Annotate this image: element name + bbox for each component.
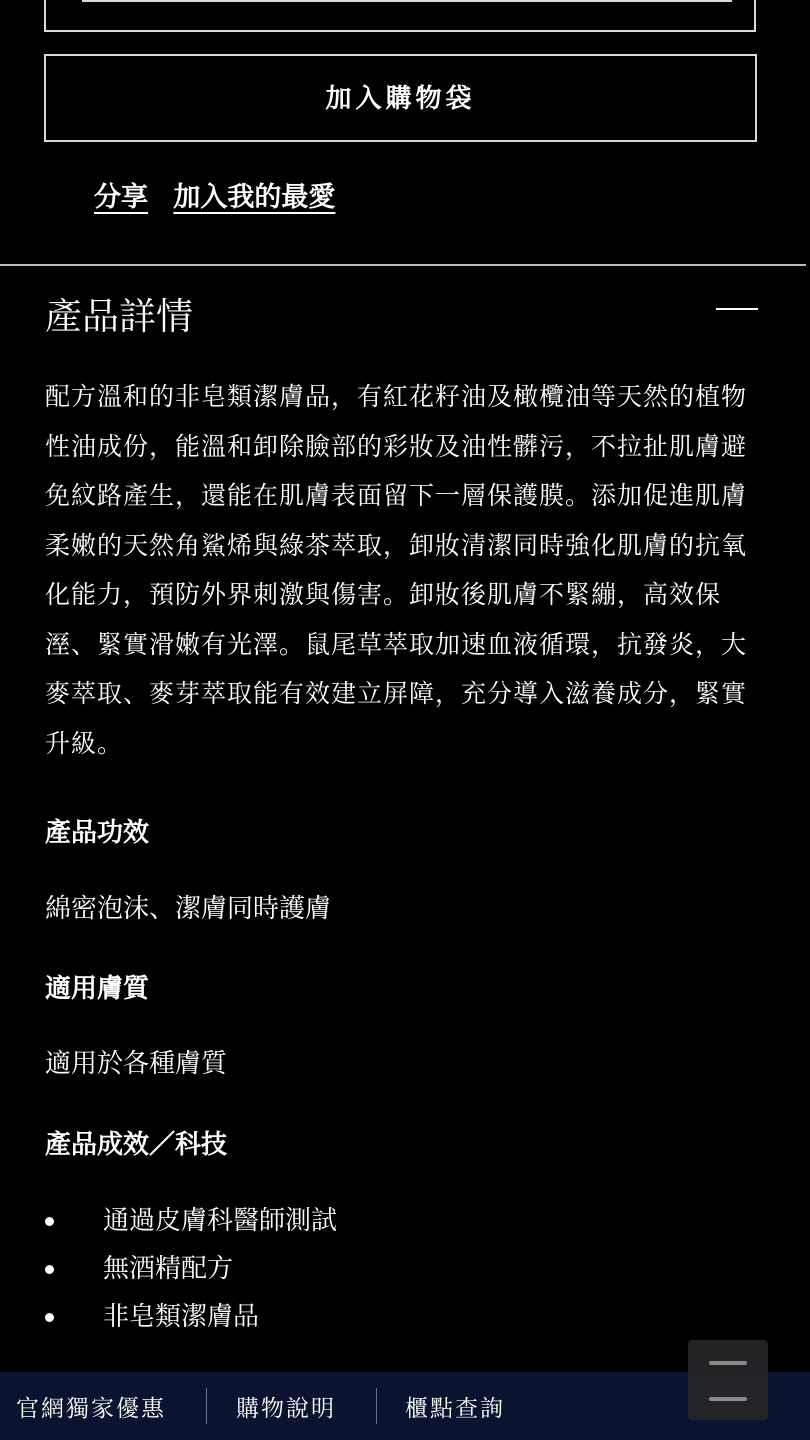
nav-separator (376, 1388, 377, 1424)
action-links (94, 175, 351, 214)
tech-heading: 產品成效／科技 (45, 1130, 228, 1160)
add-favorite-link[interactable]: 加入我的最愛 (173, 182, 336, 213)
product-details-title[interactable]: 產品詳情 (45, 295, 193, 338)
hamburger-menu-icon[interactable] (688, 1340, 768, 1420)
nav-exclusive-offers[interactable]: 官網獨家優惠 (16, 1395, 166, 1422)
nav-shopping-guide[interactable]: 購物說明 (236, 1395, 336, 1422)
skin-type-heading: 適用膚質 (45, 974, 150, 1004)
effect-text: 綿密泡沫、潔膚同時護膚 (45, 894, 332, 924)
add-to-bag-button[interactable]: 加入購物袋 (44, 54, 757, 142)
section-divider (0, 264, 806, 266)
tech-list (45, 1197, 337, 1341)
variant-selector-box[interactable] (44, 0, 756, 32)
menu-line (709, 1361, 747, 1365)
list-item: 非皂類潔膚品 (45, 1293, 337, 1341)
menu-line (709, 1397, 747, 1401)
effect-heading: 產品功效 (45, 818, 150, 848)
list-item: 通過皮膚科醫師測試 (45, 1197, 337, 1245)
variant-selector-inner (82, 0, 732, 2)
list-item: 無酒精配方 (45, 1245, 337, 1293)
nav-separator (206, 1388, 207, 1424)
nav-store-locator[interactable]: 櫃點查詢 (405, 1395, 505, 1422)
minus-icon[interactable] (716, 308, 758, 310)
skin-type-text: 適用於各種膚質 (45, 1049, 228, 1079)
product-description: 配方溫和的非皂類潔膚品，有紅花籽油及橄欖油等天然的植物性油成份，能溫和卸除臉部的彩妝及油性髒污，不拉扯肌膚避免紋路產生，還能在肌膚表面留下一層保護膜。添加促進肌膚柔嫩的天然角鯊烯與綠茶萃取，卸妝清潔同時強化肌膚的抗氧化能力，預防外界刺激與傷害。卸妝後肌膚不緊繃，高效保溼、緊實滑嫩有光澤。鼠尾草萃取加速血液循環，抗發炎，大麥萃取、麥芽萃取能有效建立屏障，充分導入滋養成分，緊實升級。 (45, 382, 748, 758)
share-link[interactable]: 分享 (94, 182, 148, 213)
